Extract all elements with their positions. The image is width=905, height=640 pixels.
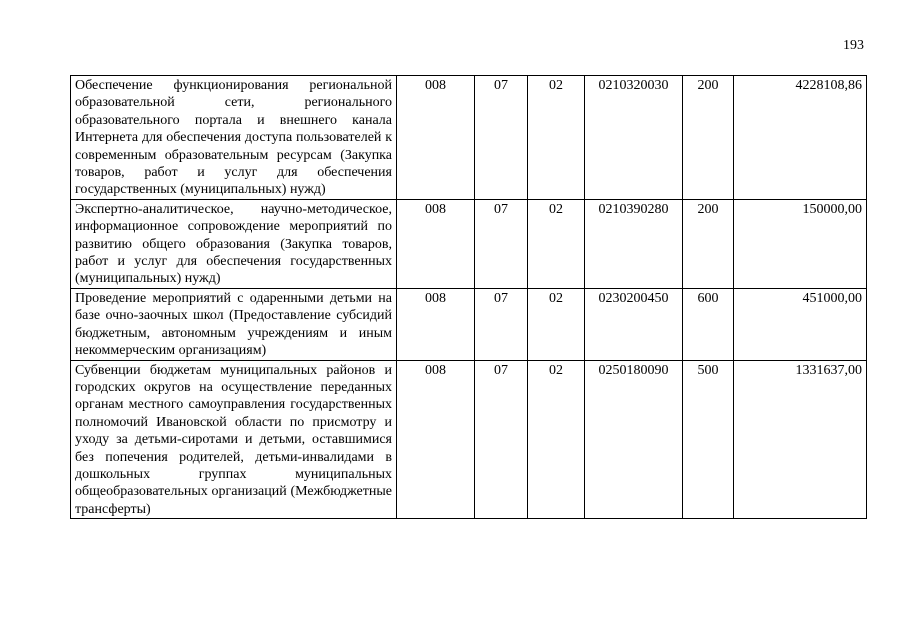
ministry-code: 008 bbox=[397, 199, 475, 288]
ministry-code: 008 bbox=[397, 360, 475, 519]
expense-type-code: 200 bbox=[683, 76, 734, 200]
ministry-code: 008 bbox=[397, 288, 475, 360]
expense-type-code: 600 bbox=[683, 288, 734, 360]
row-description: Субвенции бюджетам муниципальных районов и городских округов на осуществление переданных органам местного самоуправления государственных полномочий Ивановской области по присмотру и уходу за детьми-сиротами и детьми, оставшимися без попечения родителей, детьми-инвалидами в дошкольных группах муниципальных общеобразовательных организаций (Межбюджетные трансферты) bbox=[71, 360, 397, 519]
subsection-code: 02 bbox=[528, 199, 585, 288]
target-code: 0230200450 bbox=[585, 288, 683, 360]
row-description: Проведение мероприятий с одаренными детьми на базе очно-заочных школ (Предоставление субсидий бюджетным, автономным учреждениям и иным некоммерческим организациям) bbox=[71, 288, 397, 360]
row-description: Экспертно-аналитическое, научно-методическое, информационное сопровождение мероприятий по развитию общего образования (Закупка товаров, работ и услуг для обеспечения государственных (муниципальных) нужд) bbox=[71, 199, 397, 288]
subsection-code: 02 bbox=[528, 76, 585, 200]
section-code: 07 bbox=[475, 76, 528, 200]
row-description: Обеспечение функционирования региональной образовательной сети, регионального образовательного портала и внешнего канала Интернета для обеспечения доступа пользователей к современным образовательным ресурсам (Закупка товаров, работ и услуг для обеспечения государственных (муниципальных) нужд) bbox=[71, 76, 397, 200]
amount: 150000,00 bbox=[734, 199, 867, 288]
table-row bbox=[71, 288, 867, 360]
amount: 1331637,00 bbox=[734, 360, 867, 519]
table-row bbox=[71, 76, 867, 200]
section-code: 07 bbox=[475, 360, 528, 519]
target-code: 0210320030 bbox=[585, 76, 683, 200]
amount: 4228108,86 bbox=[734, 76, 867, 200]
subsection-code: 02 bbox=[528, 288, 585, 360]
subsection-code: 02 bbox=[528, 360, 585, 519]
table-row bbox=[71, 199, 867, 288]
section-code: 07 bbox=[475, 288, 528, 360]
ministry-code: 008 bbox=[397, 76, 475, 200]
budget-table bbox=[70, 75, 867, 519]
section-code: 07 bbox=[475, 199, 528, 288]
amount: 451000,00 bbox=[734, 288, 867, 360]
expense-type-code: 500 bbox=[683, 360, 734, 519]
table-row bbox=[71, 360, 867, 519]
expense-type-code: 200 bbox=[683, 199, 734, 288]
target-code: 0210390280 bbox=[585, 199, 683, 288]
target-code: 0250180090 bbox=[585, 360, 683, 519]
page-number: 193 bbox=[843, 38, 864, 53]
